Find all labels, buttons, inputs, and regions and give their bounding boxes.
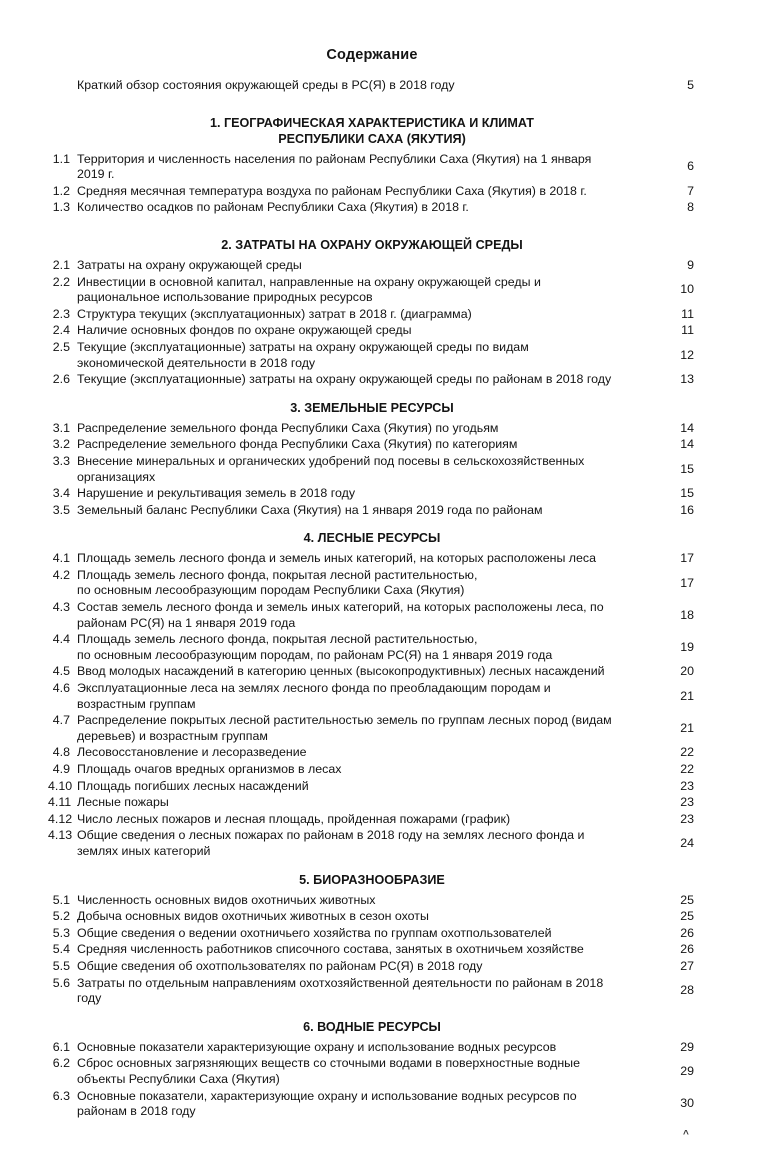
toc-entry [48, 795, 696, 811]
toc-entry-number: 4.5 [52, 664, 70, 679]
toc-entry-title: Территория и численность населения по районам Республики Саха (Якутия) на 1 января 2019 г. [77, 151, 592, 182]
toc-entry-title: Площадь земель лесного фонда, покрытая лесной растительностью, по основным лесообразующим породам, по районам РС(Я) на 1 января 2019 года [77, 632, 553, 662]
toc-entry [48, 745, 696, 761]
toc-entry-title: Площадь земель лесного фонда и земель иных категорий, на которых расположены леса [77, 551, 597, 566]
toc-entry [48, 78, 696, 94]
toc-entry-title: Затраты на охрану окружающей среды [77, 257, 302, 272]
toc-entry [48, 1056, 696, 1087]
toc-entry-title: Инвестиции в основной капитал, направленные на охрану окружающей среды и рациональное использование природных ресурсов [77, 274, 541, 305]
toc-entry-page: 14 [680, 437, 694, 452]
toc-entry-number: 6.3 [52, 1088, 70, 1103]
toc-entry-page: 21 [680, 688, 694, 703]
toc-entry-title: Состав земель лесного фонда и земель иных категорий, на которых расположены леса, по районам РС(Я) на 1 января 2019 года [77, 600, 604, 630]
toc-entry-number: 3.2 [52, 437, 70, 452]
toc-entry-page: 18 [680, 607, 694, 622]
toc-entry [48, 600, 696, 631]
toc-entry-title: Внесение минеральных и органических удобрений под посевы в сельскохозяйственных организациях [77, 453, 585, 484]
toc-entry [48, 454, 696, 485]
toc-entry-number: 3.4 [52, 486, 70, 501]
section-heading: 4. ЛЕСНЫЕ РЕСУРСЫ [303, 531, 441, 546]
toc-sections [48, 78, 696, 1120]
toc-entry [48, 828, 696, 859]
toc-entry-page: 17 [680, 551, 694, 566]
toc-entry-title: Число лесных пожаров и лесная площадь, пройденная пожарами (график) [77, 811, 511, 826]
toc-entry-page: 8 [687, 200, 694, 215]
toc-entry-number: 6.2 [52, 1056, 70, 1071]
toc-entry [48, 275, 696, 306]
toc-entry-number: 1.1 [52, 151, 70, 166]
toc-entry-title: Сброс основных загрязняющих веществ со сточными водами в поверхностные водные объекты Республики Саха (Якутия) [77, 1056, 580, 1086]
toc-entry-page: 21 [680, 721, 694, 736]
toc-entry-page: 13 [680, 372, 694, 387]
toc-entry-number: 5.3 [52, 925, 70, 940]
toc-entry-title: Основные показатели, характеризующие охрану и использование водных ресурсов по районам в 2018 году [77, 1088, 577, 1119]
toc-entry-title: Площадь земель лесного фонда, покрытая лесной растительностью, по основным лесообразующим породам Республики Саха (Якутия) [77, 567, 478, 598]
toc-entry-number: 5.4 [52, 942, 70, 957]
toc-entry-page: 11 [681, 306, 694, 321]
toc-entry-page: 24 [680, 836, 694, 851]
toc-entry [48, 184, 696, 200]
toc-entry-title: Нарушение и рекультивация земель в 2018 году [77, 486, 356, 501]
toc-entry-number: 4.4 [52, 632, 70, 647]
toc-entry-title: Ввод молодых насаждений в категорию ценных (высокопродуктивных) лесных насаждений [77, 664, 605, 679]
toc-entry [48, 942, 696, 958]
toc-entry-title: Общие сведения об охотпользователях по районам РС(Я) в 2018 году [77, 958, 483, 973]
toc-entry-number: 4.10 [48, 778, 73, 793]
toc-entry-title: Лесовосстановление и лесоразведение [77, 745, 307, 760]
toc-entry-number: 5.6 [52, 975, 70, 990]
toc-entry-title: Эксплуатационные леса на землях лесного фонда по преобладающим породам и возрастным группам [77, 681, 551, 711]
toc-entry-page: 25 [680, 892, 694, 907]
toc-entry [48, 323, 696, 339]
toc-entry [48, 812, 696, 828]
section-heading: 6. ВОДНЫЕ РЕСУРСЫ [303, 1019, 441, 1034]
toc-entry [48, 632, 696, 663]
toc-entry-number: 2.3 [52, 306, 70, 321]
toc-entry-number: 5.5 [52, 958, 70, 973]
toc-entry-page: 29 [680, 1039, 694, 1054]
toc-entry-page: 22 [680, 745, 694, 760]
toc-entry [48, 372, 696, 388]
toc-entry-page: 23 [680, 795, 694, 810]
toc-entry-title: Распределение покрытых лесной растительностью земель по группам лесных пород (видам деревьев) и возрастным группам [77, 713, 612, 743]
toc-entry-page: 27 [680, 958, 694, 973]
toc-entry [48, 1089, 696, 1120]
toc-entry-title: Средняя численность работников списочного состава, занятых в охотничьем хозяйстве [77, 942, 584, 957]
toc-entry-title: Текущие (эксплуатационные) затраты на охрану окружающей среды по видам экономической деятельности в 2018 году [77, 339, 529, 370]
toc-entry-page: 15 [680, 486, 694, 501]
toc-entry-title: Распределение земельного фонда Республики Саха (Якутия) по категориям [77, 437, 518, 452]
toc-entry-page: 25 [680, 909, 694, 924]
toc-entry-title: Текущие (эксплуатационные) затраты на охрану окружающей среды по районам в 2018 году [77, 372, 612, 387]
toc-entry [48, 959, 696, 975]
toc-entry [48, 926, 696, 942]
toc-entry-title: Добыча основных видов охотничьих животных в сезон охоты [77, 909, 429, 924]
toc-entry-page: 26 [680, 942, 694, 957]
toc-entry [48, 258, 696, 274]
toc-entry-page: 26 [680, 925, 694, 940]
toc-entry-title: Общие сведения о лесных пожарах по районам в 2018 году на землях лесного фонда и землях иных категорий [77, 828, 585, 858]
toc-entry-number: 3.5 [52, 502, 70, 517]
toc-entry [48, 340, 696, 371]
toc-entry-page: 10 [680, 282, 694, 297]
toc-entry-page: 17 [680, 575, 694, 590]
toc-entry [48, 681, 696, 712]
toc-entry-number: 4.2 [52, 567, 70, 582]
toc-entry-page: 29 [680, 1064, 694, 1079]
toc-entry [48, 200, 696, 216]
toc-entry-number [48, 78, 77, 94]
toc-entry-number: 4.6 [52, 681, 70, 696]
toc-entry-number: 2.1 [52, 257, 70, 272]
toc-entry-page: 30 [680, 1096, 694, 1111]
toc-entry [48, 551, 696, 567]
toc-entry-title: Затраты по отдельным направлениям охотхозяйственной деятельности по районам в 2018 году [77, 975, 604, 1006]
toc-entry [48, 486, 696, 502]
section-heading: 2. ЗАТРАТЫ НА ОХРАНУ ОКРУЖАЮЩЕЙ СРЕДЫ [221, 237, 523, 252]
toc-entry-title: Распределение земельного фонда Республики Саха (Якутия) по угодьям [77, 420, 499, 435]
toc-entry-page: 23 [680, 778, 694, 793]
toc-entry-title: Количество осадков по районам Республики Саха (Якутия) в 2018 г. [77, 200, 469, 215]
toc-entry [48, 713, 696, 744]
toc-entry-page: 11 [681, 323, 694, 338]
toc-entry-page: 12 [680, 347, 694, 362]
toc-entry-number: 4.11 [48, 795, 72, 810]
toc-entry-title: Структура текущих (эксплуатационных) затрат в 2018 г. (диаграмма) [77, 306, 472, 321]
toc-entry-title: Наличие основных фондов по охране окружающей среды [77, 323, 412, 338]
toc-entry-title: Земельный баланс Республики Саха (Якутия) на 1 января 2019 года по районам [77, 502, 543, 517]
toc-entry-title: Численность основных видов охотничьих животных [77, 892, 376, 907]
toc-entry-title: Общие сведения о ведении охотничьего хозяйства по группам охотпользователей [77, 925, 552, 940]
toc-entry [48, 421, 696, 437]
toc-entry-number: 1.2 [52, 183, 70, 198]
toc-entry-page: 7 [687, 183, 694, 198]
toc-entry-number: 4.1 [52, 551, 70, 566]
toc-entry-number: 2.2 [52, 274, 70, 289]
toc-entry-number: 4.9 [52, 762, 70, 776]
toc-entry-number: 4.7 [52, 713, 70, 728]
toc-entry-page: 28 [680, 983, 694, 998]
toc-entry-title: Средняя месячная температура воздуха по районам Республики Саха (Якутия) в 2018 г. [77, 183, 587, 198]
toc-entry-page: 14 [680, 420, 694, 435]
toc-entry-number: 1.3 [52, 200, 70, 215]
toc-entry-page: 23 [680, 811, 694, 826]
toc-entry-number: 4.3 [52, 600, 70, 615]
toc-entry-number: 2.6 [52, 372, 70, 387]
section-heading: 3. ЗЕМЕЛЬНЫЕ РЕСУРСЫ [290, 400, 454, 415]
section-heading: 1. ГЕОГРАФИЧЕСКАЯ ХАРАКТЕРИСТИКА И КЛИМАТ РЕСПУБЛИКИ САХА (ЯКУТИЯ) [209, 115, 535, 146]
toc-entry-number: 3.1 [52, 420, 70, 435]
toc-entry-number: 4.13 [48, 828, 73, 843]
section-heading: 5. БИОРАЗНООБРАЗИЕ [299, 872, 445, 887]
toc-entry-page: 6 [687, 159, 694, 174]
toc-entry [48, 762, 696, 778]
toc-entry-title: Основные показатели характеризующие охрану и использование водных ресурсов [77, 1039, 557, 1054]
toc-entry-title: Площадь очагов вредных организмов в лесах [77, 762, 342, 776]
toc-entry-number: 6.1 [52, 1039, 70, 1054]
toc-entry-number: 2.4 [52, 323, 70, 338]
toc-entry-page: 19 [680, 640, 694, 655]
toc-entry [48, 976, 696, 1007]
toc-entry [48, 568, 696, 599]
toc-entry-page: 20 [680, 664, 694, 679]
toc-entry [48, 893, 696, 909]
toc-entry [48, 503, 696, 519]
toc-entry-page: 22 [680, 762, 694, 776]
toc-entry-title: Краткий обзор состояния окружающей среды в РС(Я) в 2018 году [77, 78, 455, 92]
toc-entry [48, 1040, 696, 1056]
toc-entry [48, 152, 696, 183]
toc-entry-page: 16 [680, 502, 694, 517]
toc-entry-number: 5.1 [52, 892, 70, 907]
toc-entry-number: 2.5 [52, 339, 70, 354]
toc-entry-title: Площадь погибших лесных насаждений [77, 778, 309, 793]
toc-entry-number: 4.12 [48, 811, 73, 826]
page-title: Содержание [326, 47, 418, 63]
toc-entry [48, 307, 696, 323]
toc-entry-number: 3.3 [52, 453, 70, 468]
toc-entry [48, 779, 696, 795]
toc-entry [48, 437, 696, 453]
toc-entry-number: 5.2 [52, 909, 70, 924]
scan-artifact-mark: ^ [683, 1129, 689, 1140]
toc-entry [48, 664, 696, 680]
toc-entry-title: Лесные пожары [77, 795, 169, 810]
toc-entry-number: 4.8 [52, 745, 70, 760]
toc-entry-page: 9 [687, 257, 694, 272]
toc-entry-page: 15 [680, 461, 694, 476]
toc-entry [48, 909, 696, 925]
toc-entry-page: 5 [687, 78, 694, 92]
